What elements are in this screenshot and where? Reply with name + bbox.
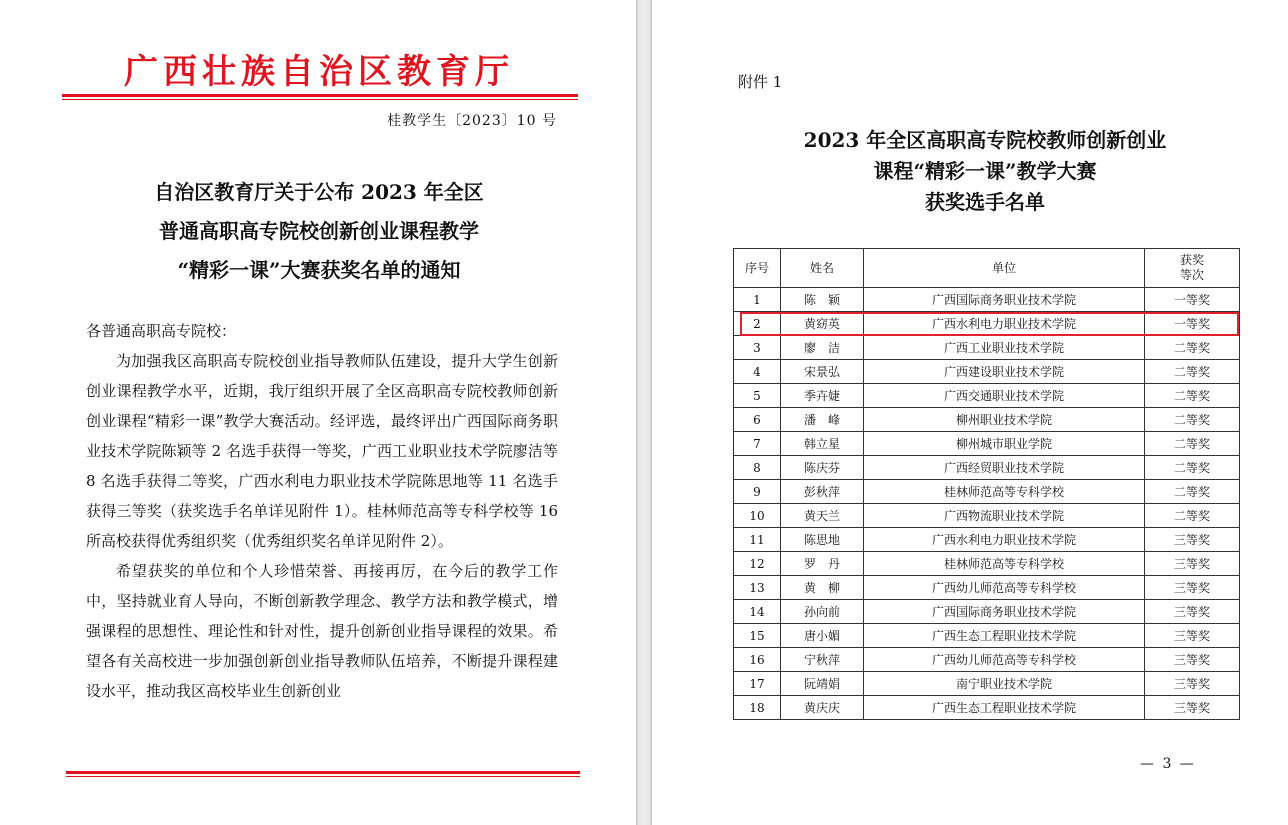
- masthead-red-rule-thin: [62, 99, 578, 100]
- body-paragraph: 希望获奖的单位和个人珍惜荣誉、再接再厉，在今后的教学工作中，坚持就业育人导向，不断创新教学理念、教学方法和教学模式，增强课程的思想性、理论性和针对性，提升创新创业指导课程的效果。希望各有关高校进一步加强创新创业指导教师队伍培养，不断提升课程建设水平，推动我区高校毕业生创新创业: [86, 562, 558, 700]
- table-row: [734, 432, 1240, 456]
- cell-unit: 柳州城市职业学院: [864, 432, 1145, 456]
- table-row: [734, 672, 1240, 696]
- cell-index: 15: [734, 624, 781, 648]
- cell-index: 6: [734, 408, 781, 432]
- cell-unit: 南宁职业技术学院: [864, 672, 1145, 696]
- cell-index: 13: [734, 576, 781, 600]
- cell-index: 3: [734, 336, 781, 360]
- cell-name: 罗 丹: [781, 552, 864, 576]
- cell-index: 14: [734, 600, 781, 624]
- cell-index: 10: [734, 504, 781, 528]
- list-title-line: 2023 年全区高职高专院校教师创新创业: [803, 128, 1167, 152]
- cell-index: 17: [734, 672, 781, 696]
- cell-name: 陈 颖: [781, 288, 864, 312]
- cell-name: 彭秋萍: [781, 480, 864, 504]
- table-row: [734, 288, 1240, 312]
- cell-unit: 广西物流职业技术学院: [864, 504, 1145, 528]
- table-row: [734, 624, 1240, 648]
- highlight-box: [740, 312, 1239, 336]
- table-row: [734, 576, 1240, 600]
- cell-unit: 广西国际商务职业技术学院: [864, 600, 1145, 624]
- cell-award: 三等奖: [1145, 672, 1240, 696]
- table-row: [734, 696, 1240, 720]
- cell-index: 2: [734, 312, 781, 336]
- cell-index: 1: [734, 288, 781, 312]
- cell-index: 7: [734, 432, 781, 456]
- cell-name: 唐小媚: [781, 624, 864, 648]
- masthead-title: 广西壮族自治区教育厅: [124, 52, 514, 92]
- page-number: — 3 —: [1140, 756, 1196, 772]
- column-header-unit: 单位: [864, 249, 1145, 288]
- cell-unit: 广西国际商务职业技术学院: [864, 288, 1145, 312]
- cell-index: 9: [734, 480, 781, 504]
- cell-award: 三等奖: [1145, 552, 1240, 576]
- page-gutter: [636, 0, 652, 825]
- body-paragraph: 为加强我区高职高专院校创业指导教师队伍建设，提升大学生创新创业课程教学水平，近期，我厅组织开展了全区高职高专院校教师创新创业课程“精彩一课”教学大赛活动。经评选，最终评出广西国际商务职业技术学院陈颖等 2 名选手获得一等奖，广西工业职业技术学院廖洁等 8 名选手获得二等奖，广西水利电力职业技术学院陈思地等 11 名选手获得三等奖（获奖选手名单详见附件 1）。桂林师范高等专科学校等 16 所高校获得优秀组织奖（优秀组织奖名单详见附件 2）。: [86, 352, 558, 550]
- cell-name: 陈思地: [781, 528, 864, 552]
- notice-title: [60, 173, 578, 290]
- cell-award: 三等奖: [1145, 600, 1240, 624]
- cell-unit: 桂林师范高等专科学校: [864, 552, 1145, 576]
- cell-name: 阮靖娟: [781, 672, 864, 696]
- list-title-line: 课程“精彩一课”教学大赛: [873, 159, 1097, 183]
- list-title: [732, 125, 1238, 218]
- list-title-line: 获奖选手名单: [925, 190, 1045, 214]
- cell-name: 宁秋萍: [781, 648, 864, 672]
- table-row: [734, 360, 1240, 384]
- cell-name: 黄 柳: [781, 576, 864, 600]
- cell-award: 三等奖: [1145, 624, 1240, 648]
- salutation: 各普通高职高专院校：: [86, 322, 237, 340]
- cell-unit: 柳州职业技术学院: [864, 408, 1145, 432]
- table-row: [734, 600, 1240, 624]
- cell-name: 廖 洁: [781, 336, 864, 360]
- cell-award: 一等奖: [1145, 288, 1240, 312]
- cell-name: 黄庆庆: [781, 696, 864, 720]
- table-header-row: [734, 249, 1240, 288]
- notice-title-line: 普通高职高专院校创新创业课程教学: [159, 219, 479, 243]
- cell-index: 18: [734, 696, 781, 720]
- cell-award: 二等奖: [1145, 456, 1240, 480]
- cell-award: 一等奖: [1145, 312, 1240, 336]
- cell-award: 三等奖: [1145, 576, 1240, 600]
- cell-name: 黄天兰: [781, 504, 864, 528]
- cell-index: 11: [734, 528, 781, 552]
- table-row: [734, 528, 1240, 552]
- cell-index: 4: [734, 360, 781, 384]
- cell-unit: 广西幼儿师范高等专科学校: [864, 648, 1145, 672]
- cell-name: 潘 峰: [781, 408, 864, 432]
- cell-award: 二等奖: [1145, 360, 1240, 384]
- cell-award: 二等奖: [1145, 504, 1240, 528]
- cell-index: 12: [734, 552, 781, 576]
- cell-unit: 广西水利电力职业技术学院: [864, 528, 1145, 552]
- column-header-name: 姓名: [781, 249, 864, 288]
- cell-name: 韩立星: [781, 432, 864, 456]
- cell-name: 宋景弘: [781, 360, 864, 384]
- cell-award: 二等奖: [1145, 408, 1240, 432]
- cell-award: 三等奖: [1145, 696, 1240, 720]
- document-number: 桂教学生〔2023〕10 号: [387, 113, 557, 129]
- notice-body: [86, 316, 558, 706]
- table-row: [734, 504, 1240, 528]
- cell-award: 二等奖: [1145, 384, 1240, 408]
- cell-index: 16: [734, 648, 781, 672]
- cell-unit: 广西交通职业技术学院: [864, 384, 1145, 408]
- masthead-red-rule: [62, 94, 578, 97]
- cell-award: 三等奖: [1145, 528, 1240, 552]
- table-row: [734, 648, 1240, 672]
- table-row: [734, 408, 1240, 432]
- table-row: [734, 336, 1240, 360]
- cell-index: 8: [734, 456, 781, 480]
- cell-unit: 广西生态工程职业技术学院: [864, 624, 1145, 648]
- footer-red-rule-thin: [66, 776, 580, 777]
- footer-red-rule: [66, 771, 580, 774]
- attachment-label: 附件 1: [738, 73, 783, 91]
- cell-unit: 桂林师范高等专科学校: [864, 480, 1145, 504]
- table-row: [734, 456, 1240, 480]
- cell-unit: 广西建设职业技术学院: [864, 360, 1145, 384]
- cell-name: 孙向前: [781, 600, 864, 624]
- cell-unit: 广西幼儿师范高等专科学校: [864, 576, 1145, 600]
- table-row: [734, 384, 1240, 408]
- cell-unit: 广西经贸职业技术学院: [864, 456, 1145, 480]
- cell-award: 三等奖: [1145, 648, 1240, 672]
- cell-index: 5: [734, 384, 781, 408]
- cell-award: 二等奖: [1145, 432, 1240, 456]
- cell-award: 二等奖: [1145, 336, 1240, 360]
- cell-award: 二等奖: [1145, 480, 1240, 504]
- cell-name: 季卉婕: [781, 384, 864, 408]
- column-header-index: 序号: [734, 249, 781, 288]
- cell-unit: 广西工业职业技术学院: [864, 336, 1145, 360]
- table-row: [734, 552, 1240, 576]
- notice-title-line: 自治区教育厅关于公布 2023 年全区: [154, 180, 484, 204]
- column-header-award: 获奖 等次: [1145, 249, 1240, 288]
- cell-unit: 广西生态工程职业技术学院: [864, 696, 1145, 720]
- notice-title-line: “精彩一课”大赛获奖名单的通知: [177, 258, 461, 282]
- cell-unit: 广西水利电力职业技术学院: [864, 312, 1145, 336]
- cell-name: 黄窈英: [781, 312, 864, 336]
- cell-name: 陈庆芬: [781, 456, 864, 480]
- table-row: [734, 480, 1240, 504]
